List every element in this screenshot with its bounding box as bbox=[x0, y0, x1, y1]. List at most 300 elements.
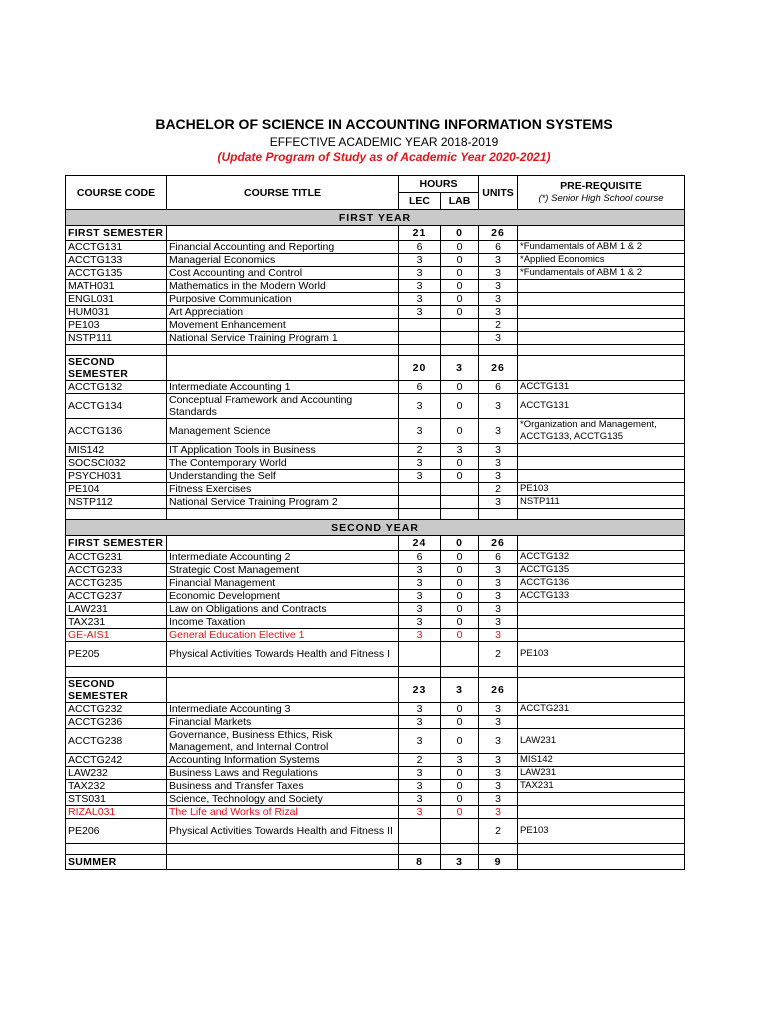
table-row bbox=[66, 590, 685, 603]
course-units: 3 bbox=[479, 703, 518, 716]
course-prereq bbox=[518, 332, 685, 345]
table-body bbox=[66, 210, 685, 870]
course-prereq: ACCTG231 bbox=[518, 703, 685, 716]
course-title: Art Appreciation bbox=[167, 306, 399, 319]
semester-prereq-cell bbox=[518, 536, 685, 551]
course-prereq bbox=[518, 603, 685, 616]
course-lec: 6 bbox=[399, 551, 441, 564]
course-lab: 0 bbox=[441, 470, 479, 483]
semester-label: SECOND SEMESTER bbox=[66, 356, 167, 381]
course-lab: 0 bbox=[441, 577, 479, 590]
course-lec: 3 bbox=[399, 590, 441, 603]
table-row bbox=[66, 716, 685, 729]
semester-label: FIRST SEMESTER bbox=[66, 226, 167, 241]
course-code: ACCTG238 bbox=[66, 729, 167, 754]
course-prereq: *Fundamentals of ABM 1 & 2 bbox=[518, 241, 685, 254]
course-units: 3 bbox=[479, 729, 518, 754]
table-row bbox=[66, 754, 685, 767]
course-prereq: *Organization and Management, ACCTG133, ACCTG135 bbox=[518, 419, 685, 444]
course-title: Accounting Information Systems bbox=[167, 754, 399, 767]
course-prereq: PE103 bbox=[518, 483, 685, 496]
course-prereq bbox=[518, 806, 685, 819]
semester-units-total: 26 bbox=[479, 356, 518, 381]
course-lec: 2 bbox=[399, 754, 441, 767]
course-units: 3 bbox=[479, 590, 518, 603]
semester-title-cell bbox=[167, 536, 399, 551]
course-lec: 6 bbox=[399, 241, 441, 254]
course-prereq: ACCTG131 bbox=[518, 394, 685, 419]
spacer-cell bbox=[479, 345, 518, 356]
course-units: 3 bbox=[479, 767, 518, 780]
col-prerequisite bbox=[518, 176, 685, 210]
course-lab: 0 bbox=[441, 703, 479, 716]
spacer-cell bbox=[66, 844, 167, 855]
course-title: Conceptual Framework and Accounting Standards bbox=[167, 394, 399, 419]
spacer-cell bbox=[399, 345, 441, 356]
table-row bbox=[66, 394, 685, 419]
course-code: TAX231 bbox=[66, 616, 167, 629]
course-code: NSTP112 bbox=[66, 496, 167, 509]
course-units: 3 bbox=[479, 394, 518, 419]
course-prereq bbox=[518, 444, 685, 457]
semester-row bbox=[66, 356, 685, 381]
spacer-cell bbox=[66, 667, 167, 678]
spacer-row bbox=[66, 667, 685, 678]
course-title: Financial Markets bbox=[167, 716, 399, 729]
spacer-cell bbox=[66, 509, 167, 520]
course-units: 3 bbox=[479, 806, 518, 819]
spacer-cell bbox=[441, 667, 479, 678]
course-prereq: ACCTG133 bbox=[518, 590, 685, 603]
table-row bbox=[66, 819, 685, 844]
table-row bbox=[66, 444, 685, 457]
course-title: Intermediate Accounting 1 bbox=[167, 381, 399, 394]
course-prereq bbox=[518, 280, 685, 293]
table-row bbox=[66, 551, 685, 564]
spacer-cell bbox=[518, 844, 685, 855]
summer-prereq-cell bbox=[518, 855, 685, 870]
update-note: (Update Program of Study as of Academic Year 2020-2021) bbox=[217, 150, 551, 164]
course-units: 3 bbox=[479, 496, 518, 509]
course-prereq bbox=[518, 470, 685, 483]
course-lab: 0 bbox=[441, 293, 479, 306]
course-lec bbox=[399, 819, 441, 844]
table-row bbox=[66, 642, 685, 667]
course-lec bbox=[399, 332, 441, 345]
course-title: Management Science bbox=[167, 419, 399, 444]
course-lec: 3 bbox=[399, 729, 441, 754]
year-row bbox=[66, 520, 685, 536]
course-prereq: PE103 bbox=[518, 819, 685, 844]
semester-lab-total: 0 bbox=[441, 536, 479, 551]
course-code: LAW231 bbox=[66, 603, 167, 616]
spacer-cell bbox=[518, 345, 685, 356]
semester-lab-total: 0 bbox=[441, 226, 479, 241]
semester-prereq-cell bbox=[518, 226, 685, 241]
table-row bbox=[66, 496, 685, 509]
semester-units-total: 26 bbox=[479, 536, 518, 551]
semester-label: SECOND SEMESTER bbox=[66, 678, 167, 703]
course-lab: 0 bbox=[441, 381, 479, 394]
course-lab: 0 bbox=[441, 394, 479, 419]
course-units: 3 bbox=[479, 332, 518, 345]
spacer-cell bbox=[167, 844, 399, 855]
course-units: 3 bbox=[479, 793, 518, 806]
course-title: Income Taxation bbox=[167, 616, 399, 629]
semester-lab-total: 3 bbox=[441, 356, 479, 381]
course-lec: 3 bbox=[399, 616, 441, 629]
spacer-cell bbox=[167, 509, 399, 520]
spacer-cell bbox=[167, 345, 399, 356]
course-lab: 0 bbox=[441, 564, 479, 577]
course-title: The Life and Works of Rizal bbox=[167, 806, 399, 819]
spacer-row bbox=[66, 844, 685, 855]
semester-lec-total: 20 bbox=[399, 356, 441, 381]
course-lab bbox=[441, 819, 479, 844]
course-lab: 0 bbox=[441, 716, 479, 729]
summer-units-total: 9 bbox=[479, 855, 518, 870]
col-course-title: COURSE TITLE bbox=[167, 176, 399, 210]
year-row bbox=[66, 210, 685, 226]
course-lec: 3 bbox=[399, 267, 441, 280]
course-title: Economic Development bbox=[167, 590, 399, 603]
course-title: Intermediate Accounting 3 bbox=[167, 703, 399, 716]
course-prereq: LAW231 bbox=[518, 767, 685, 780]
table-header bbox=[66, 176, 685, 210]
course-units: 3 bbox=[479, 293, 518, 306]
spacer-cell bbox=[399, 844, 441, 855]
course-prereq bbox=[518, 457, 685, 470]
spacer-cell bbox=[399, 667, 441, 678]
course-title: Fitness Exercises bbox=[167, 483, 399, 496]
course-title: Physical Activities Towards Health and Fitness I bbox=[167, 642, 399, 667]
course-title: Mathematics in the Modern World bbox=[167, 280, 399, 293]
course-lab: 0 bbox=[441, 267, 479, 280]
year-label: FIRST YEAR bbox=[66, 210, 685, 226]
course-lec: 3 bbox=[399, 457, 441, 470]
course-code: GE-AIS1 bbox=[66, 629, 167, 642]
course-units: 6 bbox=[479, 381, 518, 394]
course-lab: 0 bbox=[441, 729, 479, 754]
course-lec: 3 bbox=[399, 780, 441, 793]
course-prereq bbox=[518, 293, 685, 306]
course-lec: 3 bbox=[399, 564, 441, 577]
course-lec: 3 bbox=[399, 767, 441, 780]
course-lab bbox=[441, 483, 479, 496]
course-code: PE205 bbox=[66, 642, 167, 667]
course-lec: 3 bbox=[399, 394, 441, 419]
course-code: ACCTG235 bbox=[66, 577, 167, 590]
table-row bbox=[66, 381, 685, 394]
spacer-row bbox=[66, 509, 685, 520]
course-code: ACCTG132 bbox=[66, 381, 167, 394]
course-title: IT Application Tools in Business bbox=[167, 444, 399, 457]
course-title: Purposive Communication bbox=[167, 293, 399, 306]
semester-title-cell bbox=[167, 678, 399, 703]
course-code: PSYCH031 bbox=[66, 470, 167, 483]
semester-lec-total: 24 bbox=[399, 536, 441, 551]
course-units: 3 bbox=[479, 470, 518, 483]
table-row bbox=[66, 267, 685, 280]
spacer-row bbox=[66, 345, 685, 356]
course-units: 3 bbox=[479, 306, 518, 319]
course-title: Cost Accounting and Control bbox=[167, 267, 399, 280]
semester-row bbox=[66, 536, 685, 551]
col-lec: LEC bbox=[399, 193, 441, 210]
course-prereq bbox=[518, 616, 685, 629]
course-units: 2 bbox=[479, 642, 518, 667]
course-code: PE103 bbox=[66, 319, 167, 332]
semester-lec-total: 21 bbox=[399, 226, 441, 241]
course-lec bbox=[399, 496, 441, 509]
prereq-label: PRE-REQUISITE bbox=[560, 180, 642, 192]
course-lec: 3 bbox=[399, 716, 441, 729]
col-units: UNITS bbox=[479, 176, 518, 210]
course-code: HUM031 bbox=[66, 306, 167, 319]
summer-lab-total: 3 bbox=[441, 855, 479, 870]
course-lab: 0 bbox=[441, 457, 479, 470]
course-units: 3 bbox=[479, 457, 518, 470]
document-header bbox=[0, 0, 768, 165]
course-code: ENGL031 bbox=[66, 293, 167, 306]
course-lec: 3 bbox=[399, 806, 441, 819]
summer-title-cell bbox=[167, 855, 399, 870]
course-title: Physical Activities Towards Health and Fitness II bbox=[167, 819, 399, 844]
course-lec: 3 bbox=[399, 577, 441, 590]
course-lab: 0 bbox=[441, 616, 479, 629]
course-lab: 0 bbox=[441, 590, 479, 603]
course-code: NSTP111 bbox=[66, 332, 167, 345]
course-title: Strategic Cost Management bbox=[167, 564, 399, 577]
effective-year: EFFECTIVE ACADEMIC YEAR 2018-2019 bbox=[269, 135, 499, 149]
course-lec: 3 bbox=[399, 470, 441, 483]
year-label: SECOND YEAR bbox=[66, 520, 685, 536]
table-row bbox=[66, 793, 685, 806]
course-code: MIS142 bbox=[66, 444, 167, 457]
col-lab: LAB bbox=[441, 193, 479, 210]
course-prereq: MIS142 bbox=[518, 754, 685, 767]
course-lec: 6 bbox=[399, 381, 441, 394]
table-row bbox=[66, 564, 685, 577]
course-title: The Contemporary World bbox=[167, 457, 399, 470]
course-prereq bbox=[518, 319, 685, 332]
course-lec: 3 bbox=[399, 293, 441, 306]
course-units: 3 bbox=[479, 564, 518, 577]
course-units: 2 bbox=[479, 819, 518, 844]
col-course-code: COURSE CODE bbox=[66, 176, 167, 210]
course-lec: 3 bbox=[399, 629, 441, 642]
spacer-cell bbox=[518, 509, 685, 520]
course-units: 3 bbox=[479, 444, 518, 457]
semester-units-total: 26 bbox=[479, 678, 518, 703]
table-row bbox=[66, 767, 685, 780]
course-lab: 3 bbox=[441, 444, 479, 457]
spacer-cell bbox=[441, 844, 479, 855]
course-title: Business Laws and Regulations bbox=[167, 767, 399, 780]
course-code: ACCTG237 bbox=[66, 590, 167, 603]
col-hours: HOURS bbox=[399, 176, 479, 193]
course-lec bbox=[399, 319, 441, 332]
semester-label: FIRST SEMESTER bbox=[66, 536, 167, 551]
semester-title-cell bbox=[167, 226, 399, 241]
course-title: Intermediate Accounting 2 bbox=[167, 551, 399, 564]
course-code: ACCTG236 bbox=[66, 716, 167, 729]
course-units: 3 bbox=[479, 280, 518, 293]
spacer-cell bbox=[479, 844, 518, 855]
course-title: Financial Management bbox=[167, 577, 399, 590]
course-lab bbox=[441, 642, 479, 667]
course-lab bbox=[441, 496, 479, 509]
course-code: LAW232 bbox=[66, 767, 167, 780]
summer-label: SUMMER bbox=[66, 855, 167, 870]
course-lab bbox=[441, 332, 479, 345]
course-lec bbox=[399, 642, 441, 667]
course-lab: 0 bbox=[441, 767, 479, 780]
course-prereq bbox=[518, 306, 685, 319]
semester-prereq-cell bbox=[518, 678, 685, 703]
table-row bbox=[66, 806, 685, 819]
course-lab: 0 bbox=[441, 419, 479, 444]
course-lab: 0 bbox=[441, 603, 479, 616]
course-prereq: ACCTG136 bbox=[518, 577, 685, 590]
semester-units-total: 26 bbox=[479, 226, 518, 241]
table-row bbox=[66, 629, 685, 642]
course-title: Movement Enhancement bbox=[167, 319, 399, 332]
spacer-cell bbox=[441, 509, 479, 520]
course-lab: 0 bbox=[441, 793, 479, 806]
table-row bbox=[66, 241, 685, 254]
summer-lec-total: 8 bbox=[399, 855, 441, 870]
course-units: 3 bbox=[479, 716, 518, 729]
course-prereq: ACCTG135 bbox=[518, 564, 685, 577]
course-lab: 0 bbox=[441, 280, 479, 293]
course-units: 2 bbox=[479, 319, 518, 332]
table-row bbox=[66, 306, 685, 319]
program-title: BACHELOR OF SCIENCE IN ACCOUNTING INFORMATION SYSTEMS bbox=[155, 116, 613, 132]
course-lec: 3 bbox=[399, 280, 441, 293]
course-code: ACCTG242 bbox=[66, 754, 167, 767]
course-lec: 3 bbox=[399, 603, 441, 616]
course-code: ACCTG134 bbox=[66, 394, 167, 419]
semester-title-cell bbox=[167, 356, 399, 381]
course-prereq bbox=[518, 629, 685, 642]
course-code: ACCTG231 bbox=[66, 551, 167, 564]
semester-lab-total: 3 bbox=[441, 678, 479, 703]
course-title: Science, Technology and Society bbox=[167, 793, 399, 806]
course-lab: 0 bbox=[441, 780, 479, 793]
course-code: MATH031 bbox=[66, 280, 167, 293]
table-row bbox=[66, 280, 685, 293]
course-code: ACCTG233 bbox=[66, 564, 167, 577]
spacer-cell bbox=[518, 667, 685, 678]
table-row bbox=[66, 293, 685, 306]
course-prereq: *Applied Economics bbox=[518, 254, 685, 267]
course-units: 3 bbox=[479, 254, 518, 267]
course-lec: 3 bbox=[399, 793, 441, 806]
course-prereq: ACCTG132 bbox=[518, 551, 685, 564]
course-title: Financial Accounting and Reporting bbox=[167, 241, 399, 254]
semester-prereq-cell bbox=[518, 356, 685, 381]
course-title: Understanding the Self bbox=[167, 470, 399, 483]
course-code: ACCTG131 bbox=[66, 241, 167, 254]
course-lec: 3 bbox=[399, 703, 441, 716]
course-prereq: *Fundamentals of ABM 1 & 2 bbox=[518, 267, 685, 280]
course-code: SOCSCI032 bbox=[66, 457, 167, 470]
course-lab: 0 bbox=[441, 551, 479, 564]
course-units: 3 bbox=[479, 419, 518, 444]
course-lec bbox=[399, 483, 441, 496]
course-units: 2 bbox=[479, 483, 518, 496]
spacer-cell bbox=[66, 345, 167, 356]
course-code: ACCTG136 bbox=[66, 419, 167, 444]
table-row bbox=[66, 319, 685, 332]
course-lab: 0 bbox=[441, 629, 479, 642]
course-code: PE206 bbox=[66, 819, 167, 844]
course-lab bbox=[441, 319, 479, 332]
course-units: 3 bbox=[479, 754, 518, 767]
course-units: 6 bbox=[479, 551, 518, 564]
table-row bbox=[66, 616, 685, 629]
course-units: 6 bbox=[479, 241, 518, 254]
semester-lec-total: 23 bbox=[399, 678, 441, 703]
course-code: ACCTG133 bbox=[66, 254, 167, 267]
course-prereq bbox=[518, 716, 685, 729]
course-prereq: ACCTG131 bbox=[518, 381, 685, 394]
course-code: STS031 bbox=[66, 793, 167, 806]
table-row bbox=[66, 470, 685, 483]
semester-row bbox=[66, 678, 685, 703]
summer-row bbox=[66, 855, 685, 870]
course-lab: 0 bbox=[441, 806, 479, 819]
table-row bbox=[66, 603, 685, 616]
table-row bbox=[66, 332, 685, 345]
course-prereq bbox=[518, 793, 685, 806]
course-code: RIZAL031 bbox=[66, 806, 167, 819]
prereq-note: (*) Senior High School course bbox=[538, 193, 664, 204]
course-title: Business and Transfer Taxes bbox=[167, 780, 399, 793]
course-units: 3 bbox=[479, 616, 518, 629]
course-lab: 3 bbox=[441, 754, 479, 767]
table-row bbox=[66, 483, 685, 496]
table-row bbox=[66, 419, 685, 444]
course-code: ACCTG232 bbox=[66, 703, 167, 716]
course-lab: 0 bbox=[441, 241, 479, 254]
course-lab: 0 bbox=[441, 306, 479, 319]
course-prereq: LAW231 bbox=[518, 729, 685, 754]
semester-row bbox=[66, 226, 685, 241]
course-lec: 3 bbox=[399, 306, 441, 319]
course-prereq: PE103 bbox=[518, 642, 685, 667]
course-lec: 3 bbox=[399, 254, 441, 267]
course-units: 3 bbox=[479, 267, 518, 280]
course-code: ACCTG135 bbox=[66, 267, 167, 280]
course-prereq: TAX231 bbox=[518, 780, 685, 793]
course-code: TAX232 bbox=[66, 780, 167, 793]
course-lab: 0 bbox=[441, 254, 479, 267]
course-title: National Service Training Program 1 bbox=[167, 332, 399, 345]
course-code: PE104 bbox=[66, 483, 167, 496]
course-title: Law on Obligations and Contracts bbox=[167, 603, 399, 616]
spacer-cell bbox=[399, 509, 441, 520]
table-row bbox=[66, 703, 685, 716]
table-row bbox=[66, 457, 685, 470]
course-lec: 3 bbox=[399, 419, 441, 444]
spacer-cell bbox=[441, 345, 479, 356]
course-title: Managerial Economics bbox=[167, 254, 399, 267]
course-prereq: NSTP111 bbox=[518, 496, 685, 509]
course-title: General Education Elective 1 bbox=[167, 629, 399, 642]
course-units: 3 bbox=[479, 603, 518, 616]
